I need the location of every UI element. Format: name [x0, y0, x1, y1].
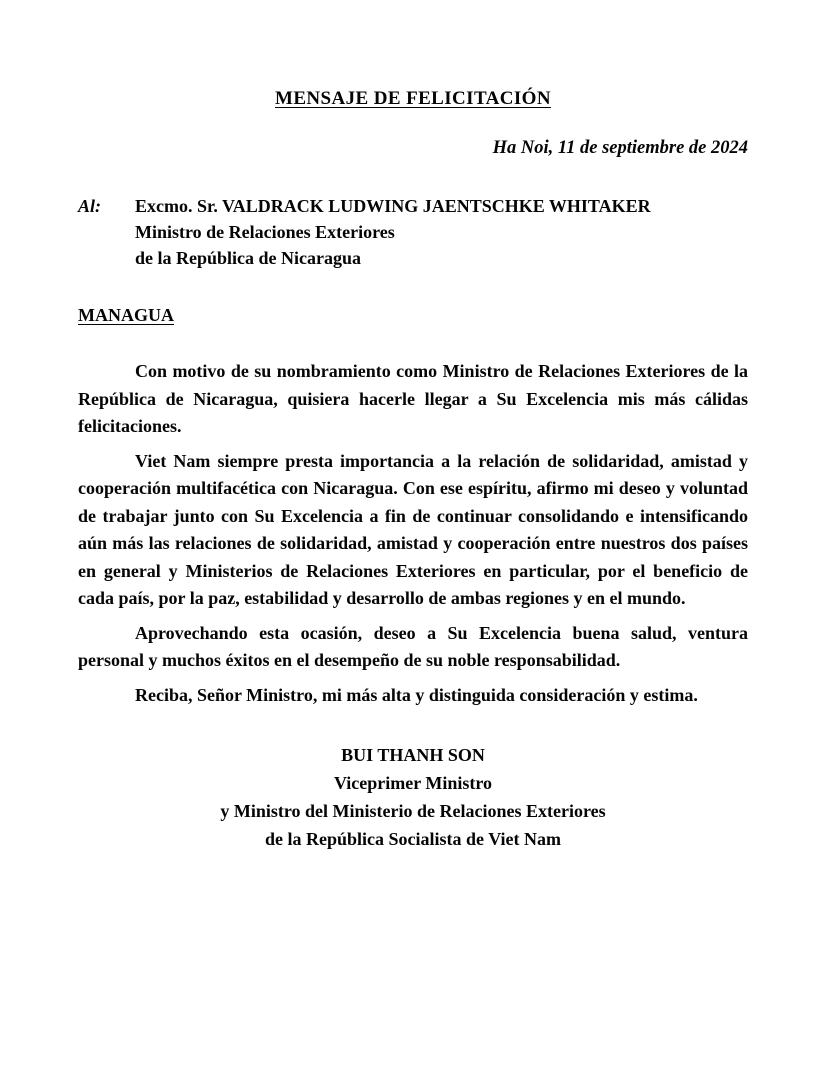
recipient-city: MANAGUA — [78, 305, 174, 325]
letter-title: MENSAJE DE FELICITACIÓN — [275, 88, 551, 109]
paragraph-2: Viet Nam siempre presta importancia a la relación de solidaridad, amistad y cooperación multifacética con Nicaragua. Con ese espíritu, afirmo mi deseo y voluntad de trabajar junto con Su Excelencia a fin de continuar consolidando e intensificando aún más las relaciones de solidaridad, amistad y cooperación entre nuestros dos países en general y Ministerios de Relaciones Exteriores en particular, por el beneficio de cada país, por la paz, estabilidad y desarrollo de ambas regiones y en el mundo. — [78, 450, 748, 608]
signer-title-1: Viceprimer Ministro — [333, 773, 493, 793]
signer-title-2: y Ministro del Ministerio de Relaciones Exteriores — [220, 801, 606, 821]
signer-title-3: de la República Socialista de Viet Nam — [265, 829, 561, 849]
paragraph-4: Reciba, Señor Ministro, mi más alta y distinguida consideración y estima. — [135, 684, 698, 705]
recipient-title: Ministro de Relaciones Exteriores — [135, 222, 395, 242]
recipient-block — [78, 193, 748, 271]
dateline: Ha Noi, 11 de septiembre de 2024 — [492, 138, 748, 158]
paragraph-1: Con motivo de su nombramiento como Ministro de Relaciones Exteriores de la República de Nicaragua, quisiera hacerle llegar a Su Excelencia mis más cálidas felicitaciones. — [78, 361, 748, 436]
paragraph-3: Aprovechando esta ocasión, deseo a Su Excelencia buena salud, ventura personal y muchos éxitos en el desempeño de su noble responsabilidad. — [78, 622, 748, 670]
recipient-lines — [135, 193, 748, 271]
signer-name: BUI THANH SON — [341, 745, 485, 765]
recipient-label: Al: — [78, 196, 102, 216]
recipient-name: Excmo. Sr. VALDRACK LUDWING JAENTSCHKE WHITAKER — [135, 196, 651, 216]
recipient-country: de la República de Nicaragua — [135, 248, 362, 268]
signature-block — [78, 741, 748, 853]
